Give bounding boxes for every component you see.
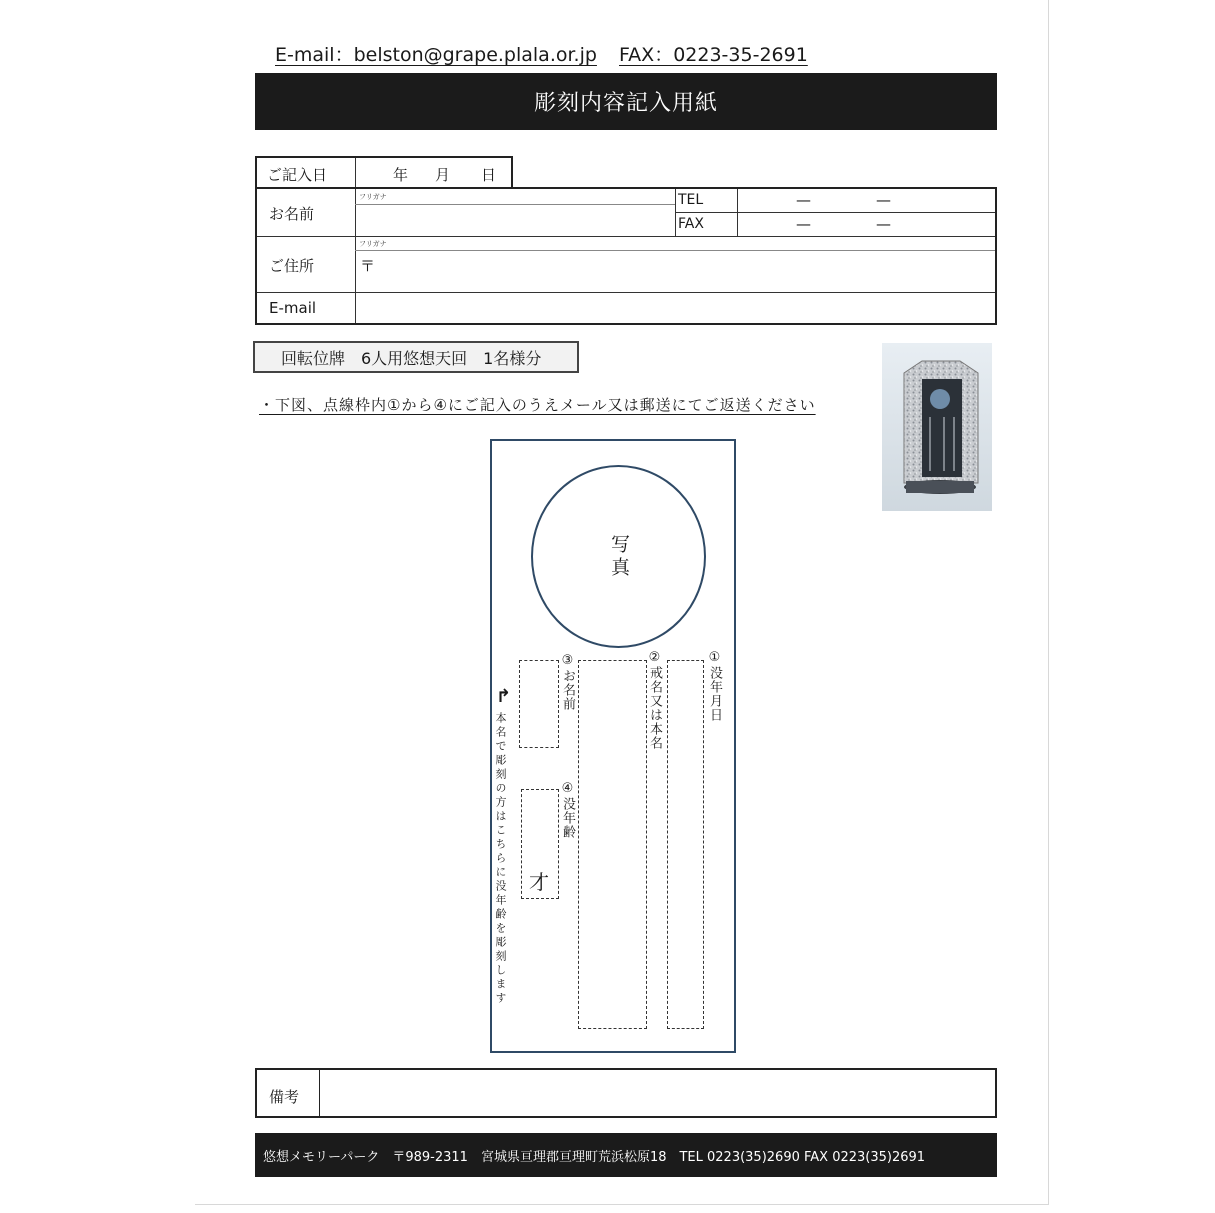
- divider: [319, 1070, 320, 1116]
- posthumous-name-field[interactable]: [578, 660, 647, 1029]
- contact-line: [275, 40, 808, 67]
- address-label: ご住所: [269, 257, 315, 275]
- form-title-bar: [255, 73, 997, 130]
- tel-dash: —: [876, 191, 891, 209]
- age-engraving-note: 本名で彫刻の方はこちらに没年齢を彫刻します: [494, 712, 507, 1006]
- email-address[interactable]: E-mail：belston@grape.plala.or.jp: [275, 44, 597, 66]
- death-date-label: ①没年月日: [707, 650, 722, 722]
- date-field: [255, 156, 513, 189]
- name-input[interactable]: [356, 205, 674, 235]
- email-input[interactable]: [356, 293, 995, 323]
- posthumous-name-label: ②戒名又は本名: [647, 650, 662, 750]
- remarks-box: [255, 1068, 997, 1118]
- remarks-label: 備考: [269, 1088, 300, 1106]
- tel-dash: —: [796, 191, 811, 209]
- address-input[interactable]: [356, 251, 995, 291]
- name-field[interactable]: [519, 660, 559, 748]
- photo-area[interactable]: [531, 465, 706, 648]
- name-furigana-label: フリガナ: [359, 193, 387, 201]
- tel-label: TEL: [678, 192, 704, 208]
- instruction-text: ・下図、点線枠内①から④にご記入のうえメール又は郵送にてご返送ください: [259, 396, 816, 414]
- fax-dash: —: [876, 215, 891, 233]
- fax-number: FAX：0223-35-2691: [619, 44, 808, 66]
- date-day-label[interactable]: 日: [481, 166, 497, 184]
- tel-input[interactable]: [738, 189, 995, 212]
- page-edge: [195, 1204, 1049, 1205]
- age-field[interactable]: [521, 789, 559, 899]
- fax-label: FAX: [678, 216, 704, 232]
- age-label: ④没年齢: [560, 781, 575, 839]
- divider: [257, 236, 995, 237]
- customer-info-table: [255, 187, 997, 325]
- note-arrow-icon: ↱: [496, 686, 512, 707]
- death-date-field[interactable]: [667, 660, 704, 1029]
- date-year-label[interactable]: 年: [393, 166, 409, 184]
- form-title: 彫刻内容記入用紙: [533, 91, 718, 116]
- address-furigana-label: フリガナ: [359, 240, 387, 248]
- fax-dash: —: [796, 215, 811, 233]
- email-label: E-mail: [269, 299, 317, 317]
- photo-label: 写真: [608, 533, 630, 580]
- footer-bar: [255, 1133, 997, 1177]
- product-plan-text: 回転位牌 6人用悠想天回 1名様分: [281, 348, 542, 368]
- date-label: ご記入日: [267, 166, 328, 184]
- date-month-label[interactable]: 月: [435, 166, 451, 184]
- memorial-tablet-illustration: [882, 343, 992, 511]
- divider: [355, 158, 356, 187]
- product-photo: [882, 343, 992, 511]
- name-field-label: ③お名前: [560, 653, 575, 711]
- postal-mark: 〒: [360, 257, 376, 275]
- product-plan-label: [253, 341, 579, 373]
- name-label: お名前: [269, 205, 315, 223]
- page-edge: [1048, 0, 1049, 1205]
- age-unit: 才: [529, 870, 549, 894]
- remarks-input[interactable]: [321, 1070, 995, 1116]
- fax-input[interactable]: [738, 213, 995, 236]
- company-info: 悠想メモリーパーク 〒989-2311 宮城県亘理郡亘理町荒浜松原18 TEL 0223(35)2690 FAX 0223(35)2691: [263, 1149, 926, 1165]
